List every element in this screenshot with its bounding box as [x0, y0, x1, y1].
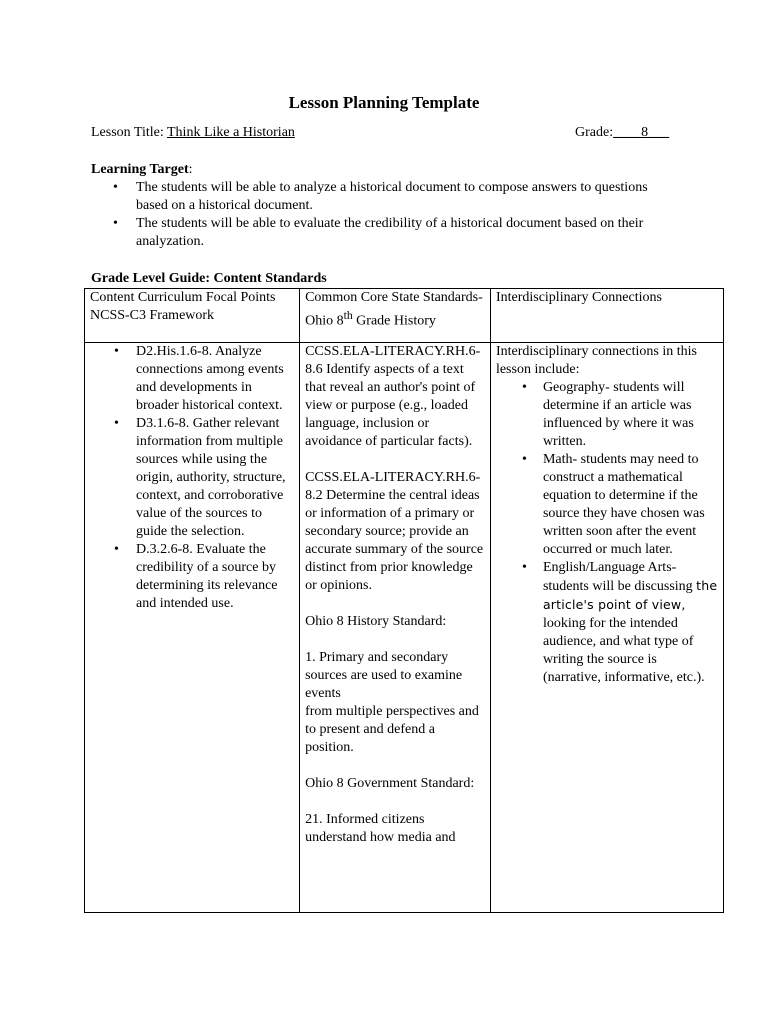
- header-common-core-text: Common Core State Standards- Ohio 8: [305, 290, 483, 329]
- learning-target-label: Learning Target: [91, 162, 189, 177]
- header-common-core-sup: th: [343, 309, 353, 322]
- interdisciplinary-item-handwritten-text: the article's point of view,: [542, 578, 718, 612]
- learning-target-item: • The students will be able to analyze a historical document to compose answers to questions based on a historical document.: [91, 179, 661, 215]
- header-focal-points: [85, 289, 300, 343]
- lesson-info-line: [91, 124, 691, 144]
- standard-block: 1. Primary and secondary sources are used to examine events: [305, 650, 463, 701]
- page-title: Lesson Planning Template: [288, 93, 480, 112]
- standard-block: CCSS.ELA-LITERACY.RH.6-8.6 Identify aspects of a text that reveal an author's point of view or purpose (e.g., loaded language, inclusion or avoidance of particular facts).: [305, 344, 481, 449]
- interdisciplinary-item-text-end: looking for the intended audience, and what type of writing the source is (narrative, informative, etc.).: [542, 616, 705, 685]
- focal-points-list: [90, 343, 294, 613]
- standard-block: 21. Informed citizens understand how media and: [305, 812, 456, 845]
- grade-label: Grade:: [575, 125, 614, 140]
- table-row: [85, 343, 724, 913]
- interdisciplinary-item: [496, 559, 718, 687]
- learning-target-heading: [91, 161, 193, 179]
- grade-field: [575, 124, 669, 142]
- focal-point-item: • D.3.2.6-8. Evaluate the credibility of a source by determining its relevance and intended use.: [90, 541, 294, 613]
- common-core-cell: [300, 343, 491, 913]
- header-common-core-text-end: Grade History: [352, 313, 436, 329]
- standard-block: from multiple perspectives and to present and defend a position.: [305, 704, 479, 755]
- content-standards-table: [84, 288, 724, 913]
- interdisciplinary-item: • Math- students may need to construct a mathematical equation to determine if the source they have chosen was written soon after the event occurred or much later.: [496, 451, 718, 559]
- header-interdisciplinary: Interdisciplinary Connections: [490, 289, 723, 343]
- interdisciplinary-intro: Interdisciplinary connections in this lesson include:: [495, 344, 697, 377]
- standard-block: Ohio 8 Government Standard:: [305, 776, 475, 791]
- learning-target-item: • The students will be able to evaluate the credibility of a historical document based on their analyzation.: [91, 215, 661, 251]
- header-focal-points-line1: Content Curriculum Focal Points: [90, 290, 276, 305]
- grade-value: ____8___: [613, 125, 670, 140]
- lesson-title-value: Think Like a Historian: [167, 125, 295, 140]
- focal-point-item: • D3.1.6-8. Gather relevant information from multiple sources while using the origin, authority, structure, context, and corroborative value of the sources to guide the selection.: [90, 415, 294, 541]
- grade-level-guide-heading: Grade Level Guide: Content Standards: [91, 271, 327, 286]
- focal-points-cell: [85, 343, 300, 913]
- interdisciplinary-item: • Geography- students will determine if an article was influenced by where it was written.: [496, 379, 718, 451]
- header-common-core: [300, 289, 491, 343]
- interdisciplinary-cell: [490, 343, 723, 913]
- header-focal-points-line2: NCSS-C3 Framework: [90, 308, 215, 323]
- lesson-title-label: Lesson Title:: [91, 125, 167, 140]
- interdisciplinary-list: [496, 379, 718, 687]
- table-header-row: [85, 289, 724, 343]
- interdisciplinary-item-text: English/Language Arts- students will be discussing: [542, 560, 697, 594]
- standard-block: CCSS.ELA-LITERACY.RH.6-8.2 Determine the central ideas or information of a primary or secondary source; provide an accurate summary of the source distinct from prior knowledge or opinions.: [305, 470, 484, 593]
- focal-point-item: • D2.His.1.6-8. Analyze connections among events and developments in broader historical context.: [90, 343, 294, 415]
- standard-block: Ohio 8 History Standard:: [305, 614, 447, 629]
- learning-target-colon: :: [188, 162, 193, 177]
- learning-target-list: [91, 179, 661, 251]
